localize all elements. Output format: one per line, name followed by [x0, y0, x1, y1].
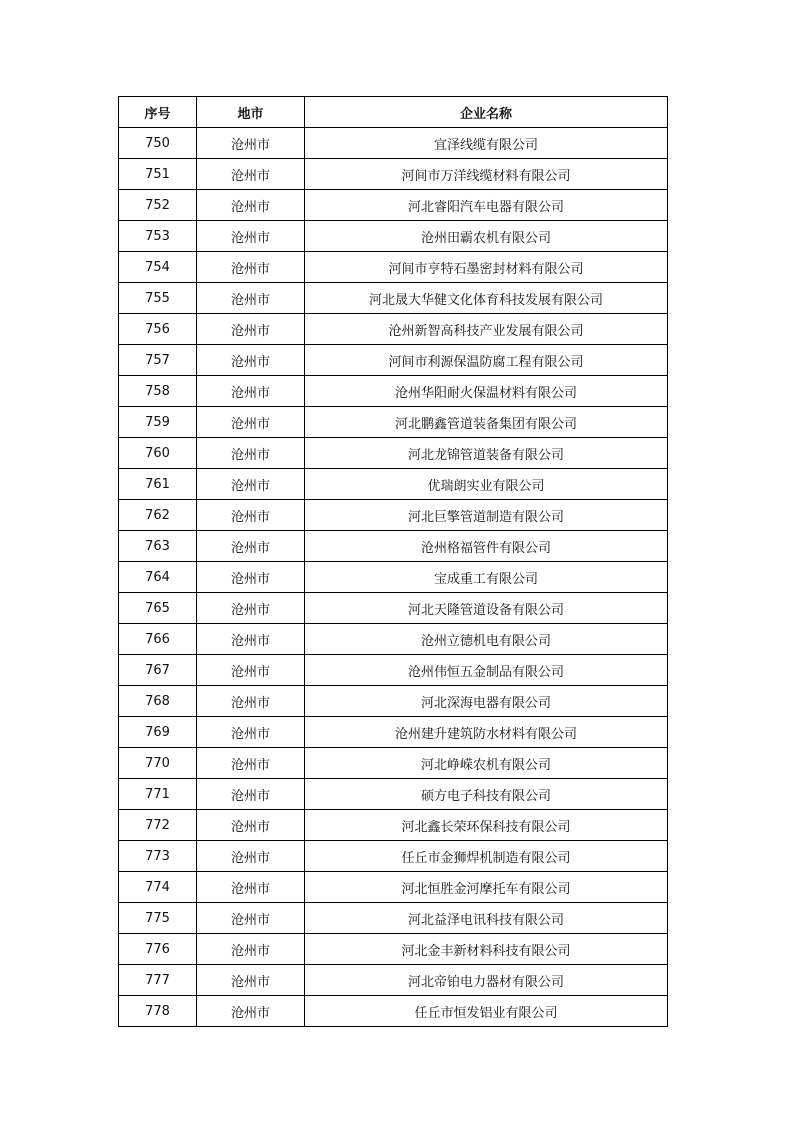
header-city: 地市	[197, 97, 305, 128]
index-cell: 755	[119, 283, 197, 314]
table-row	[119, 624, 668, 655]
table-row	[119, 407, 668, 438]
company-name-cell: 沧州格福管件有限公司	[305, 531, 668, 562]
city-cell: 沧州市	[197, 872, 305, 903]
company-name-cell: 任丘市恒发铝业有限公司	[305, 996, 668, 1027]
city-cell: 沧州市	[197, 903, 305, 934]
city-cell: 沧州市	[197, 407, 305, 438]
company-name-cell: 宝成重工有限公司	[305, 562, 668, 593]
index-cell: 772	[119, 810, 197, 841]
company-name-cell: 河北恒胜金河摩托车有限公司	[305, 872, 668, 903]
index-cell: 765	[119, 593, 197, 624]
company-name-cell: 河北巨擎管道制造有限公司	[305, 500, 668, 531]
table-header	[119, 97, 668, 128]
company-name-cell: 河北天隆管道设备有限公司	[305, 593, 668, 624]
city-cell: 沧州市	[197, 500, 305, 531]
company-name-cell: 沧州伟恒五金制品有限公司	[305, 655, 668, 686]
city-cell: 沧州市	[197, 376, 305, 407]
company-name-cell: 河间市利源保温防腐工程有限公司	[305, 345, 668, 376]
city-cell: 沧州市	[197, 283, 305, 314]
city-cell: 沧州市	[197, 190, 305, 221]
index-cell: 754	[119, 252, 197, 283]
index-cell: 751	[119, 159, 197, 190]
index-cell: 760	[119, 438, 197, 469]
table-row	[119, 221, 668, 252]
table-row	[119, 469, 668, 500]
company-name-cell: 河北鹏鑫管道装备集团有限公司	[305, 407, 668, 438]
table-row	[119, 128, 668, 159]
company-name-cell: 任丘市金狮焊机制造有限公司	[305, 841, 668, 872]
table-row	[119, 903, 668, 934]
index-cell: 758	[119, 376, 197, 407]
city-cell: 沧州市	[197, 128, 305, 159]
index-cell: 776	[119, 934, 197, 965]
index-cell: 759	[119, 407, 197, 438]
city-cell: 沧州市	[197, 469, 305, 500]
table-header-row	[119, 97, 668, 128]
table-row	[119, 159, 668, 190]
city-cell: 沧州市	[197, 221, 305, 252]
city-cell: 沧州市	[197, 841, 305, 872]
city-cell: 沧州市	[197, 748, 305, 779]
city-cell: 沧州市	[197, 252, 305, 283]
city-cell: 沧州市	[197, 934, 305, 965]
table-row	[119, 283, 668, 314]
table-row	[119, 996, 668, 1027]
city-cell: 沧州市	[197, 159, 305, 190]
company-name-cell: 沧州田霸农机有限公司	[305, 221, 668, 252]
table-row	[119, 190, 668, 221]
company-name-cell: 河北鑫长荣环保科技有限公司	[305, 810, 668, 841]
table-row	[119, 717, 668, 748]
table-row	[119, 314, 668, 345]
table-body	[119, 128, 668, 1027]
table-row	[119, 500, 668, 531]
table-row	[119, 531, 668, 562]
company-name-cell: 河北金丰新材料科技有限公司	[305, 934, 668, 965]
company-name-cell: 河间市万洋线缆材料有限公司	[305, 159, 668, 190]
index-cell: 752	[119, 190, 197, 221]
index-cell: 771	[119, 779, 197, 810]
city-cell: 沧州市	[197, 438, 305, 469]
city-cell: 沧州市	[197, 965, 305, 996]
index-cell: 778	[119, 996, 197, 1027]
table-row	[119, 252, 668, 283]
company-name-cell: 河北睿阳汽车电器有限公司	[305, 190, 668, 221]
table-row	[119, 965, 668, 996]
table-row	[119, 345, 668, 376]
index-cell: 757	[119, 345, 197, 376]
city-cell: 沧州市	[197, 717, 305, 748]
company-name-cell: 沧州新智高科技产业发展有限公司	[305, 314, 668, 345]
index-cell: 756	[119, 314, 197, 345]
table-row	[119, 748, 668, 779]
index-cell: 750	[119, 128, 197, 159]
index-cell: 763	[119, 531, 197, 562]
table-row	[119, 655, 668, 686]
company-name-cell: 沧州华阳耐火保温材料有限公司	[305, 376, 668, 407]
company-name-cell: 河北晟大华健文化体育科技发展有限公司	[305, 283, 668, 314]
company-name-cell: 硕方电子科技有限公司	[305, 779, 668, 810]
company-name-cell: 宜泽线缆有限公司	[305, 128, 668, 159]
city-cell: 沧州市	[197, 810, 305, 841]
company-name-cell: 河间市亨特石墨密封材料有限公司	[305, 252, 668, 283]
index-cell: 777	[119, 965, 197, 996]
company-name-cell: 河北深海电器有限公司	[305, 686, 668, 717]
index-cell: 761	[119, 469, 197, 500]
index-cell: 769	[119, 717, 197, 748]
table-row	[119, 810, 668, 841]
table-row	[119, 593, 668, 624]
table-row	[119, 872, 668, 903]
header-company-name: 企业名称	[305, 97, 668, 128]
table-row	[119, 376, 668, 407]
company-name-cell: 优瑞朗实业有限公司	[305, 469, 668, 500]
index-cell: 775	[119, 903, 197, 934]
index-cell: 753	[119, 221, 197, 252]
index-cell: 767	[119, 655, 197, 686]
city-cell: 沧州市	[197, 655, 305, 686]
company-name-cell: 河北龙锦管道装备有限公司	[305, 438, 668, 469]
city-cell: 沧州市	[197, 996, 305, 1027]
table-row	[119, 438, 668, 469]
city-cell: 沧州市	[197, 624, 305, 655]
city-cell: 沧州市	[197, 531, 305, 562]
city-cell: 沧州市	[197, 779, 305, 810]
company-name-cell: 河北帝铂电力器材有限公司	[305, 965, 668, 996]
index-cell: 768	[119, 686, 197, 717]
city-cell: 沧州市	[197, 345, 305, 376]
table-row	[119, 934, 668, 965]
index-cell: 773	[119, 841, 197, 872]
index-cell: 764	[119, 562, 197, 593]
city-cell: 沧州市	[197, 314, 305, 345]
header-index: 序号	[119, 97, 197, 128]
city-cell: 沧州市	[197, 686, 305, 717]
table-row	[119, 841, 668, 872]
company-name-cell: 沧州建升建筑防水材料有限公司	[305, 717, 668, 748]
index-cell: 766	[119, 624, 197, 655]
index-cell: 770	[119, 748, 197, 779]
table-row	[119, 779, 668, 810]
city-cell: 沧州市	[197, 593, 305, 624]
company-name-cell: 河北益泽电讯科技有限公司	[305, 903, 668, 934]
index-cell: 762	[119, 500, 197, 531]
company-name-cell: 沧州立德机电有限公司	[305, 624, 668, 655]
city-cell: 沧州市	[197, 562, 305, 593]
index-cell: 774	[119, 872, 197, 903]
table-row	[119, 562, 668, 593]
company-name-cell: 河北峥嵘农机有限公司	[305, 748, 668, 779]
company-list-table	[118, 96, 668, 1027]
table-row	[119, 686, 668, 717]
